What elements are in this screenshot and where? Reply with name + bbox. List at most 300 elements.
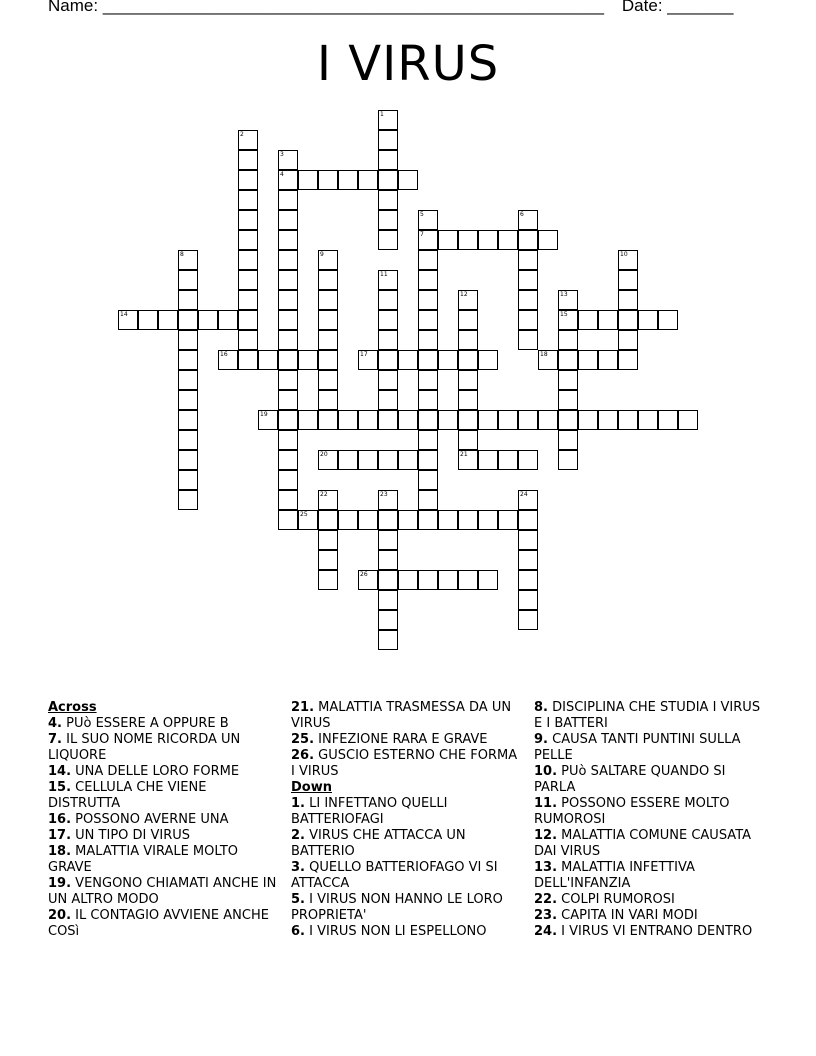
grid-cell[interactable]: [198, 310, 218, 330]
grid-cell[interactable]: [518, 250, 538, 270]
grid-cell[interactable]: [638, 310, 658, 330]
grid-cell[interactable]: [178, 290, 198, 310]
grid-cell[interactable]: [418, 370, 438, 390]
grid-cell[interactable]: [278, 470, 298, 490]
grid-cell[interactable]: [278, 510, 298, 530]
grid-cell[interactable]: [678, 410, 698, 430]
grid-cell[interactable]: [358, 170, 378, 190]
grid-cell[interactable]: [458, 370, 478, 390]
clue-number: 15.: [48, 780, 72, 795]
grid-cell[interactable]: [238, 250, 258, 270]
grid-cell[interactable]: [318, 250, 338, 270]
clue-number: 5.: [291, 892, 305, 907]
grid-cell[interactable]: [358, 450, 378, 470]
grid-cell[interactable]: [158, 310, 178, 330]
grid-cell[interactable]: [398, 350, 418, 370]
grid-cell[interactable]: [418, 410, 438, 430]
grid-cell[interactable]: [318, 310, 338, 330]
grid-cell[interactable]: [318, 410, 338, 430]
date-blank[interactable]: _______: [667, 0, 734, 15]
clue-number: 10: [620, 251, 628, 258]
grid-cell[interactable]: [558, 430, 578, 450]
grid-cell[interactable]: [518, 210, 538, 230]
clue-text: CAPITA IN VARI MODI: [561, 908, 698, 923]
grid-cell[interactable]: [318, 270, 338, 290]
grid-cell[interactable]: [278, 370, 298, 390]
grid-cell[interactable]: [318, 350, 338, 370]
grid-cell[interactable]: [578, 310, 598, 330]
grid-cell[interactable]: [378, 390, 398, 410]
grid-cell[interactable]: [518, 610, 538, 630]
grid-cell[interactable]: [118, 310, 138, 330]
grid-cell[interactable]: [558, 310, 578, 330]
grid-cell[interactable]: [378, 570, 398, 590]
grid-cell[interactable]: [378, 410, 398, 430]
grid-cell[interactable]: [558, 350, 578, 370]
grid-cell[interactable]: [318, 370, 338, 390]
grid-cell[interactable]: [578, 410, 598, 430]
grid-cell[interactable]: [318, 550, 338, 570]
grid-cell[interactable]: [318, 390, 338, 410]
clue-item: [534, 924, 766, 940]
grid-cell[interactable]: [378, 370, 398, 390]
clue-number: 21.: [291, 700, 315, 715]
grid-cell[interactable]: [178, 330, 198, 350]
clue-number: 1: [380, 111, 384, 118]
grid-cell[interactable]: [178, 350, 198, 370]
grid-cell[interactable]: [318, 490, 338, 510]
grid-cell[interactable]: [358, 350, 378, 370]
grid-cell[interactable]: [458, 310, 478, 330]
grid-cell[interactable]: [278, 210, 298, 230]
grid-cell[interactable]: [218, 310, 238, 330]
clue-number: 1.: [291, 796, 305, 811]
grid-cell[interactable]: [318, 450, 338, 470]
grid-cell[interactable]: [518, 410, 538, 430]
grid-cell[interactable]: [418, 350, 438, 370]
grid-cell[interactable]: [438, 230, 458, 250]
grid-cell[interactable]: [558, 290, 578, 310]
grid-cell[interactable]: [458, 290, 478, 310]
grid-cell[interactable]: [478, 450, 498, 470]
grid-cell[interactable]: [498, 450, 518, 470]
grid-cell[interactable]: [278, 450, 298, 470]
grid-cell[interactable]: [358, 410, 378, 430]
grid-cell[interactable]: [458, 330, 478, 350]
grid-cell[interactable]: [538, 350, 558, 370]
clue-item: [291, 700, 523, 732]
name-blank[interactable]: _____________________________________________________: [102, 0, 604, 15]
clue-number: 16.: [48, 812, 72, 827]
grid-cell[interactable]: [378, 590, 398, 610]
grid-cell[interactable]: [298, 410, 318, 430]
grid-cell[interactable]: [278, 290, 298, 310]
clue-item: [291, 732, 523, 748]
grid-cell[interactable]: [318, 530, 338, 550]
clue-text: MALATTIA COMUNE CAUSATA DAI VIRUS: [534, 828, 752, 859]
grid-cell[interactable]: [318, 570, 338, 590]
grid-cell[interactable]: [498, 410, 518, 430]
clue-number: 13: [560, 291, 568, 298]
grid-cell[interactable]: [178, 250, 198, 270]
grid-cell[interactable]: [298, 170, 318, 190]
clue-section-heading: Across: [48, 700, 97, 715]
clue-text: VIRUS CHE ATTACCA UN BATTERIO: [291, 828, 466, 859]
clue-number: 3: [280, 151, 284, 158]
grid-cell[interactable]: [658, 310, 678, 330]
grid-cell[interactable]: [518, 230, 538, 250]
grid-cell[interactable]: [358, 570, 378, 590]
clue-number: 24.: [534, 924, 558, 939]
grid-cell[interactable]: [518, 450, 538, 470]
grid-cell[interactable]: [398, 570, 418, 590]
clue-item: [534, 700, 766, 732]
grid-cell[interactable]: [238, 310, 258, 330]
clue-text: GUSCIO ESTERNO CHE FORMA I VIRUS: [291, 748, 518, 779]
grid-cell[interactable]: [278, 270, 298, 290]
grid-cell[interactable]: [458, 450, 478, 470]
clue-number: 20.: [48, 908, 72, 923]
grid-cell[interactable]: [278, 490, 298, 510]
grid-cell[interactable]: [378, 210, 398, 230]
clue-number: 24: [520, 491, 528, 498]
clue-item: [48, 732, 280, 764]
grid-cell[interactable]: [378, 270, 398, 290]
grid-cell[interactable]: [418, 490, 438, 510]
grid-cell[interactable]: [138, 310, 158, 330]
clue-item: [534, 764, 766, 796]
clue-number: 7: [420, 231, 424, 238]
grid-cell[interactable]: [178, 470, 198, 490]
grid-cell[interactable]: [518, 330, 538, 350]
clue-number: 10.: [534, 764, 558, 779]
clue-number: 25: [300, 511, 308, 518]
grid-cell[interactable]: [258, 350, 278, 370]
clue-item: [534, 732, 766, 764]
clue-number: 7.: [48, 732, 62, 747]
grid-cell[interactable]: [618, 290, 638, 310]
clue-item: [48, 780, 280, 812]
grid-cell[interactable]: [378, 230, 398, 250]
grid-cell[interactable]: [518, 310, 538, 330]
clue-number: 23: [380, 491, 388, 498]
grid-cell[interactable]: [518, 270, 538, 290]
grid-cell[interactable]: [178, 310, 198, 330]
clue-number: 18.: [48, 844, 72, 859]
clue-item: [534, 796, 766, 828]
grid-cell[interactable]: [518, 530, 538, 550]
grid-cell[interactable]: [278, 410, 298, 430]
grid-cell[interactable]: [278, 430, 298, 450]
clue-item: [534, 828, 766, 860]
grid-cell[interactable]: [618, 250, 638, 270]
clue-number: 4: [280, 171, 284, 178]
clue-text: MALATTIA INFETTIVA DELL'INFANZIA: [534, 860, 695, 891]
grid-cell[interactable]: [278, 390, 298, 410]
clue-text: CELLULA CHE VIENE DISTRUTTA: [48, 780, 207, 811]
clue-number: 19.: [48, 876, 72, 891]
clue-text: COLPI RUMOROSI: [561, 892, 675, 907]
grid-cell[interactable]: [638, 410, 658, 430]
grid-cell[interactable]: [238, 150, 258, 170]
grid-cell[interactable]: [418, 430, 438, 450]
grid-cell[interactable]: [598, 310, 618, 330]
grid-cell[interactable]: [398, 450, 418, 470]
grid-cell[interactable]: [458, 410, 478, 430]
grid-cell[interactable]: [438, 510, 458, 530]
clue-number: 23.: [534, 908, 558, 923]
clue-item: [291, 748, 523, 780]
grid-cell[interactable]: [378, 310, 398, 330]
clue-number: 12.: [534, 828, 558, 843]
grid-cell[interactable]: [538, 230, 558, 250]
grid-cell[interactable]: [278, 230, 298, 250]
grid-cell[interactable]: [338, 410, 358, 430]
clue-number: 12: [460, 291, 468, 298]
grid-cell[interactable]: [438, 410, 458, 430]
grid-cell[interactable]: [618, 330, 638, 350]
grid-cell[interactable]: [498, 230, 518, 250]
grid-cell[interactable]: [238, 130, 258, 150]
grid-cell[interactable]: [458, 230, 478, 250]
clue-number: 22: [320, 491, 328, 498]
page-title: I VIRUS: [316, 36, 500, 92]
grid-cell[interactable]: [178, 270, 198, 290]
clue-number: 8: [180, 251, 184, 258]
grid-cell[interactable]: [178, 410, 198, 430]
clue-item: [48, 716, 280, 732]
clue-number: 22.: [534, 892, 558, 907]
grid-cell[interactable]: [558, 370, 578, 390]
grid-cell[interactable]: [418, 450, 438, 470]
grid-cell[interactable]: [278, 330, 298, 350]
grid-cell[interactable]: [238, 290, 258, 310]
grid-cell[interactable]: [178, 450, 198, 470]
clue-text: I VIRUS NON HANNO LE LORO PROPRIETA': [291, 892, 503, 923]
clue-text: POSSONO AVERNE UNA: [75, 812, 229, 827]
grid-cell[interactable]: [318, 290, 338, 310]
grid-cell[interactable]: [398, 170, 418, 190]
clue-number: 16: [220, 351, 228, 358]
clue-item: [291, 892, 523, 924]
grid-cell[interactable]: [338, 450, 358, 470]
grid-cell[interactable]: [338, 510, 358, 530]
grid-cell[interactable]: [558, 390, 578, 410]
grid-cell[interactable]: [238, 230, 258, 250]
grid-cell[interactable]: [458, 570, 478, 590]
clue-text: CAUSA TANTI PUNTINI SULLA PELLE: [534, 732, 741, 763]
grid-cell[interactable]: [178, 430, 198, 450]
grid-cell[interactable]: [618, 350, 638, 370]
clue-text: VENGONO CHIAMATI ANCHE IN UN ALTRO MODO: [48, 876, 277, 907]
clue-item: [291, 860, 523, 892]
clue-text: LI INFETTANO QUELLI BATTERIOFAGI: [291, 796, 448, 827]
grid-cell[interactable]: [378, 610, 398, 630]
grid-cell[interactable]: [618, 270, 638, 290]
clues-column-2: [291, 700, 523, 940]
grid-cell[interactable]: [378, 150, 398, 170]
grid-cell[interactable]: [238, 330, 258, 350]
clue-text: POSSONO ESSERE MOLTO RUMOROSI: [534, 796, 730, 827]
grid-cell[interactable]: [478, 410, 498, 430]
name-label: Name:: [48, 0, 99, 15]
clue-text: IL SUO NOME RICORDA UN LIQUORE: [48, 732, 241, 763]
grid-cell[interactable]: [618, 410, 638, 430]
grid-cell[interactable]: [418, 390, 438, 410]
grid-cell[interactable]: [418, 230, 438, 250]
grid-cell[interactable]: [178, 370, 198, 390]
clue-text: UNA DELLE LORO FORME: [75, 764, 240, 779]
clue-number: 11: [380, 271, 388, 278]
clue-item: [534, 860, 766, 892]
clues-column-1: [48, 700, 280, 940]
grid-cell[interactable]: [378, 450, 398, 470]
clue-number: 6.: [291, 924, 305, 939]
clue-text: IL CONTAGIO AVVIENE ANCHE COSì: [48, 908, 269, 939]
grid-cell[interactable]: [378, 130, 398, 150]
grid-cell[interactable]: [278, 310, 298, 330]
grid-cell[interactable]: [458, 430, 478, 450]
grid-cell[interactable]: [278, 170, 298, 190]
grid-cell[interactable]: [378, 530, 398, 550]
grid-cell[interactable]: [418, 570, 438, 590]
grid-cell[interactable]: [238, 210, 258, 230]
clue-item: [291, 828, 523, 860]
clue-number: 6: [520, 211, 524, 218]
grid-cell[interactable]: [478, 230, 498, 250]
grid-cell[interactable]: [438, 350, 458, 370]
grid-cell[interactable]: [478, 350, 498, 370]
clue-text: INFEZIONE RARA E GRAVE: [318, 732, 488, 747]
grid-cell[interactable]: [458, 390, 478, 410]
grid-cell[interactable]: [518, 510, 538, 530]
grid-cell[interactable]: [378, 290, 398, 310]
clue-item: [534, 892, 766, 908]
grid-cell[interactable]: [518, 490, 538, 510]
clue-section-heading: Down: [291, 780, 332, 795]
clue-number: 14: [120, 311, 128, 318]
grid-cell[interactable]: [418, 250, 438, 270]
clue-number: 19: [260, 411, 268, 418]
clue-item: [48, 876, 280, 908]
grid-cell[interactable]: [378, 330, 398, 350]
grid-cell[interactable]: [418, 510, 438, 530]
clue-number: 9: [320, 251, 324, 258]
clue-number: 18: [540, 351, 548, 358]
grid-cell[interactable]: [558, 410, 578, 430]
grid-cell[interactable]: [478, 510, 498, 530]
grid-cell[interactable]: [218, 350, 238, 370]
grid-cell[interactable]: [298, 510, 318, 530]
grid-cell[interactable]: [418, 270, 438, 290]
grid-cell[interactable]: [658, 410, 678, 430]
clue-number: 2: [240, 131, 244, 138]
grid-cell[interactable]: [178, 390, 198, 410]
grid-cell[interactable]: [618, 310, 638, 330]
clue-item: [48, 828, 280, 844]
grid-cell[interactable]: [458, 350, 478, 370]
grid-cell[interactable]: [518, 290, 538, 310]
clue-item: [291, 924, 523, 940]
grid-cell[interactable]: [418, 310, 438, 330]
grid-cell[interactable]: [578, 350, 598, 370]
grid-cell[interactable]: [438, 570, 458, 590]
clue-text: QUELLO BATTERIOFAGO VI SI ATTACCA: [291, 860, 498, 891]
grid-cell[interactable]: [538, 410, 558, 430]
clues-column-3: [534, 700, 766, 940]
grid-cell[interactable]: [318, 170, 338, 190]
clue-number: 11.: [534, 796, 558, 811]
grid-cell[interactable]: [298, 350, 318, 370]
grid-cell[interactable]: [518, 550, 538, 570]
clue-number: 17: [360, 351, 368, 358]
date-label: Date:: [621, 0, 663, 15]
grid-cell[interactable]: [418, 470, 438, 490]
grid-cell[interactable]: [318, 510, 338, 530]
grid-cell[interactable]: [318, 330, 338, 350]
clue-text: MALATTIA VIRALE MOLTO GRAVE: [48, 844, 239, 875]
grid-cell[interactable]: [278, 190, 298, 210]
grid-cell[interactable]: [238, 270, 258, 290]
grid-cell[interactable]: [278, 150, 298, 170]
grid-cell[interactable]: [238, 350, 258, 370]
grid-cell[interactable]: [418, 210, 438, 230]
grid-cell[interactable]: [378, 110, 398, 130]
grid-cell[interactable]: [518, 570, 538, 590]
clue-number: 13.: [534, 860, 558, 875]
clue-text: I VIRUS NON LI ESPELLONO: [309, 924, 487, 939]
grid-cell[interactable]: [518, 590, 538, 610]
grid-cell[interactable]: [178, 490, 198, 510]
clue-number: 14.: [48, 764, 72, 779]
grid-cell[interactable]: [418, 330, 438, 350]
clue-text: UN TIPO DI VIRUS: [75, 828, 191, 843]
grid-cell[interactable]: [458, 510, 478, 530]
clue-number: 3.: [291, 860, 305, 875]
grid-cell[interactable]: [258, 410, 278, 430]
grid-cell[interactable]: [558, 450, 578, 470]
clue-number: 9.: [534, 732, 548, 747]
grid-cell[interactable]: [238, 190, 258, 210]
grid-cell[interactable]: [498, 510, 518, 530]
grid-cell[interactable]: [598, 410, 618, 430]
grid-cell[interactable]: [378, 510, 398, 530]
grid-cell[interactable]: [378, 190, 398, 210]
clue-number: 26: [360, 571, 368, 578]
grid-cell[interactable]: [478, 570, 498, 590]
grid-cell[interactable]: [558, 330, 578, 350]
clue-item: [48, 908, 280, 940]
clue-number: 26.: [291, 748, 315, 763]
grid-cell[interactable]: [358, 510, 378, 530]
grid-cell[interactable]: [378, 350, 398, 370]
grid-cell[interactable]: [278, 350, 298, 370]
clue-item: [48, 764, 280, 780]
grid-cell[interactable]: [398, 410, 418, 430]
grid-cell[interactable]: [378, 550, 398, 570]
grid-cell[interactable]: [418, 290, 438, 310]
grid-cell[interactable]: [598, 350, 618, 370]
grid-cell[interactable]: [338, 170, 358, 190]
grid-cell[interactable]: [378, 170, 398, 190]
clue-number: 20: [320, 451, 328, 458]
grid-cell[interactable]: [398, 510, 418, 530]
grid-cell[interactable]: [378, 490, 398, 510]
grid-cell[interactable]: [378, 630, 398, 650]
grid-cell[interactable]: [238, 170, 258, 190]
clue-text: PUò SALTARE QUANDO SI PARLA: [534, 764, 726, 795]
grid-cell[interactable]: [278, 250, 298, 270]
